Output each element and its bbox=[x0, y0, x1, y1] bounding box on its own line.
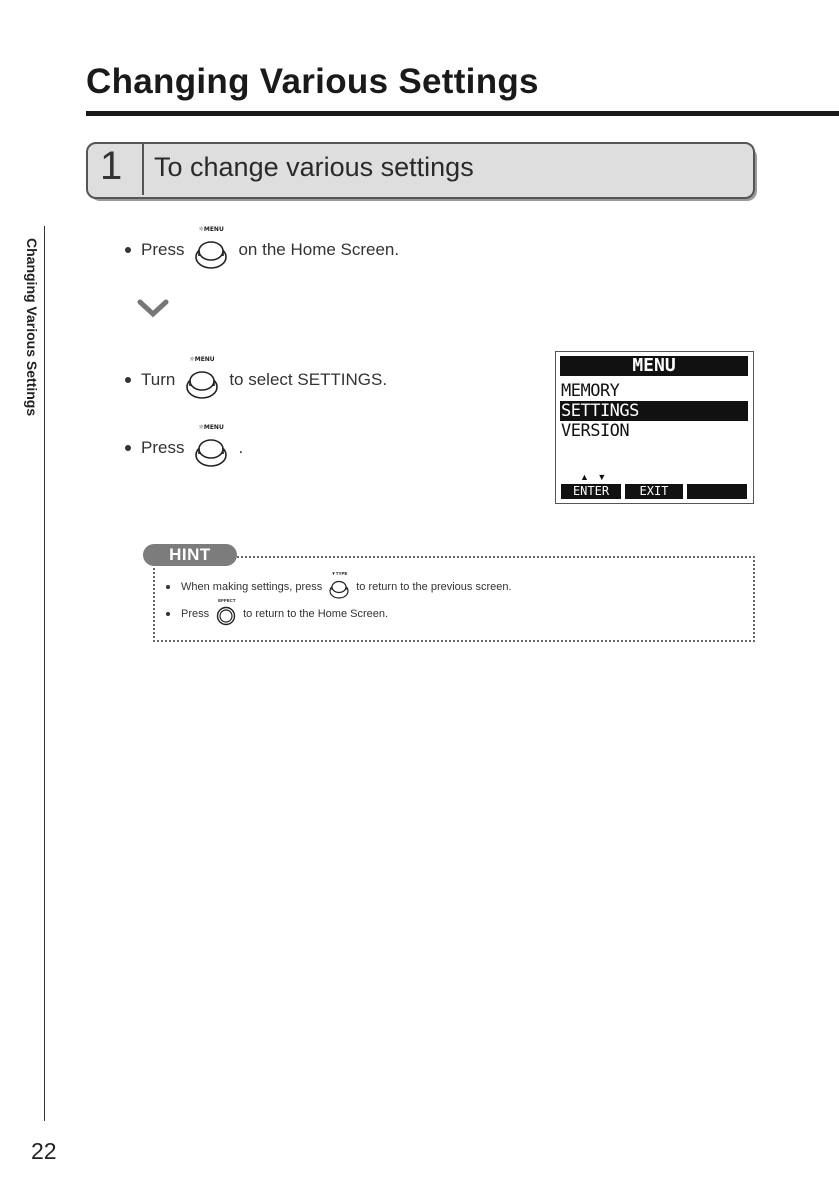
hint-line-type bbox=[166, 571, 512, 600]
knob-tag: ▼TYPE bbox=[331, 571, 348, 576]
knob-tag: ☼MENU bbox=[198, 226, 224, 233]
knob-tag: ☼MENU bbox=[189, 356, 215, 363]
lcd-item-memory: MEMORY bbox=[561, 381, 620, 401]
bullet bbox=[125, 377, 131, 383]
bullet bbox=[125, 247, 131, 253]
lcd-title: MENU bbox=[560, 356, 748, 376]
bullet bbox=[166, 585, 170, 589]
lcd-item-settings: SETTINGS bbox=[560, 401, 748, 421]
instruction-press-menu bbox=[125, 228, 399, 272]
lcd-softkey-blank bbox=[687, 484, 747, 499]
hint-before: When making settings, press bbox=[181, 581, 323, 593]
side-rule bbox=[44, 226, 45, 1121]
hint-after: to return to the previous screen. bbox=[356, 581, 512, 593]
lcd-softkey-exit: EXIT bbox=[625, 484, 683, 499]
type-dial-icon bbox=[326, 571, 352, 600]
step-divider bbox=[142, 144, 144, 195]
lcd-item-version: VERSION bbox=[561, 421, 630, 441]
chevron-down-icon bbox=[137, 298, 169, 325]
bullet bbox=[125, 445, 131, 451]
instruction-before: Press bbox=[141, 240, 185, 259]
page-title: Changing Various Settings bbox=[86, 62, 539, 101]
side-tab-label: Changing Various Settings bbox=[24, 238, 40, 417]
hint-after: to return to the Home Screen. bbox=[243, 608, 389, 620]
bullet bbox=[166, 612, 170, 616]
instruction-before: Press bbox=[141, 438, 185, 457]
knob-tag: EFFECT bbox=[218, 598, 236, 603]
knob-tag: ☼MENU bbox=[198, 424, 224, 431]
instruction-after: to select SETTINGS. bbox=[229, 370, 388, 389]
hint-label: HINT bbox=[143, 544, 237, 566]
lcd-scroll-arrows: ▲ ▼ bbox=[580, 472, 610, 482]
instruction-before: Turn bbox=[141, 370, 176, 389]
effect-button-icon bbox=[213, 598, 239, 627]
instruction-turn-menu bbox=[125, 358, 387, 402]
instruction-after: . bbox=[238, 438, 244, 457]
menu-dial-icon bbox=[181, 358, 223, 402]
instruction-after: on the Home Screen. bbox=[238, 240, 400, 259]
menu-dial-icon bbox=[190, 426, 232, 470]
instruction-press-menu-confirm bbox=[125, 426, 243, 470]
step-heading: To change various settings bbox=[154, 152, 474, 182]
page-number: 22 bbox=[31, 1138, 57, 1164]
title-rule bbox=[86, 111, 839, 116]
hint-line-effect bbox=[166, 598, 389, 627]
lcd-softkey-enter: ENTER bbox=[561, 484, 621, 499]
step-number: 1 bbox=[100, 144, 123, 188]
hint-before: Press bbox=[181, 608, 210, 620]
menu-dial-icon bbox=[190, 228, 232, 272]
